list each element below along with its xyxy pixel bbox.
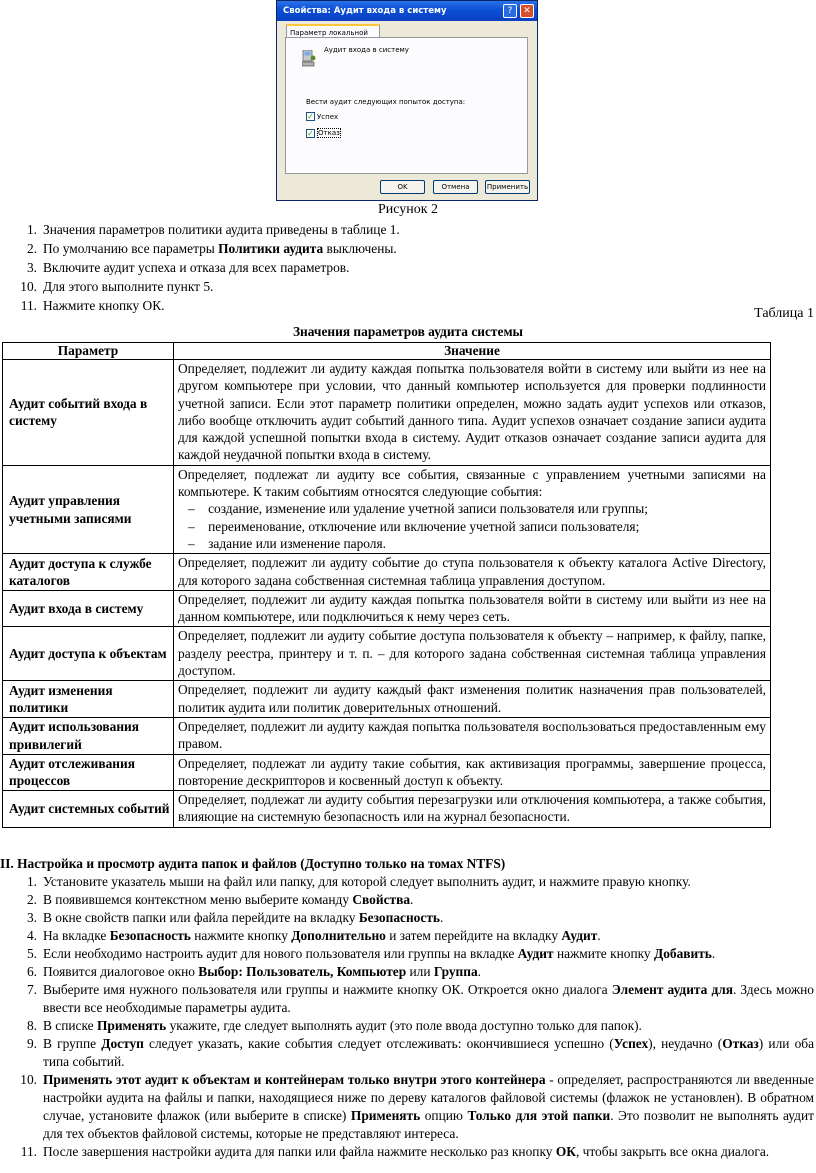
parameter-cell: Аудит доступа к объектам [3, 627, 174, 681]
apply-button[interactable]: Применить [485, 180, 530, 194]
value-list-item [178, 518, 766, 535]
list-item [0, 909, 814, 927]
list-text: Появится диалоговое окно [43, 964, 199, 979]
list-number: 3. [26, 910, 37, 925]
list-text: . [410, 892, 414, 907]
table-row [3, 465, 771, 553]
table-row [3, 791, 771, 828]
list-text: Безопасность [109, 928, 191, 943]
header-parameter: Параметр [3, 343, 174, 360]
value-text: Определяет, подлежит ли аудиту каждый факт изменения политик назначения прав пользователей, политик аудита или политик доверительных отношений. [178, 682, 766, 715]
list-item [0, 873, 814, 891]
steps-list-2 [0, 873, 814, 1161]
close-icon[interactable]: ✕ [520, 4, 534, 18]
list-text: Отказ [722, 1036, 759, 1051]
list-text: выключены. [323, 241, 397, 256]
list-text: Только для этой папки [467, 1108, 611, 1123]
list-number: 11. [20, 298, 37, 313]
list-text: Выберите имя нужного пользователя или группы и нажмите кнопку ОК. Откроется окно диалога [43, 982, 612, 997]
value-cell [174, 627, 771, 681]
audit-prompt: Вести аудит следующих попыток доступа: [306, 98, 466, 106]
parameter-cell: Аудит системных событий [3, 791, 174, 828]
list-item [0, 277, 400, 296]
checkbox-success-row[interactable] [306, 112, 338, 121]
list-text: укажите, где следует выполнять аудит (это поле ввода доступно только для папок). [166, 1018, 642, 1033]
checkbox-failure-row[interactable] [306, 128, 341, 138]
checkbox-failure[interactable]: ✓ [307, 128, 314, 138]
list-text: Включите аудит успеха и отказа для всех параметров. [43, 260, 350, 275]
table-row [3, 590, 771, 627]
list-item [0, 1035, 814, 1071]
section-title: II. Настройка и просмотр аудита папок и файлов (Доступно только на томах NTFS) [0, 856, 506, 871]
ok-button[interactable]: OK [380, 180, 425, 194]
list-number: 1. [26, 874, 37, 889]
value-text: Определяет, подлежит ли аудиту каждая попытка пользователя войти в систему или выйти из нее на другом компьютере при условии, что данный компьютер используется для проверки подлинности учетной записи. Если этот параметр политики определен, можно задать аудит успехов или отказов, либо вообще отключить аудит событий данного типа. Аудит успехов означает создание записи аудита для каждой успешной попытки входа в систему. Аудит отказов означает создание записи аудита для каждой неудачной попытки входа в систему. [178, 361, 766, 463]
policy-name: Аудит входа в систему [324, 46, 409, 54]
value-text: Определяет, подлежат ли аудиту такие события, как активизация программы, завершение процесса, повторение дескрипторов и косвенный доступ к объекту. [178, 755, 766, 788]
list-item [0, 1071, 814, 1143]
list-item [0, 945, 814, 963]
list-text: В появившемся контекстном меню выберите команду [43, 892, 353, 907]
list-text: После завершения настройки аудита для папки или файла нажмите несколько раз кнопку [43, 1144, 556, 1159]
list-text: Свойства [352, 892, 411, 907]
header-value: Значение [174, 343, 771, 360]
list-number: 2. [26, 241, 37, 256]
value-list-text: задание или изменение пароля. [208, 535, 386, 551]
value-text: Определяет, подлежит ли аудиту событие доступа пользователя к объекту – например, к файлу, папке, разделу реестра, принтеру и т. п. – для которого задана собственная системная таблица управления доступом. [178, 628, 766, 679]
list-text: Аудит [561, 928, 598, 943]
list-number: 4. [26, 928, 37, 943]
list-item [0, 1143, 814, 1161]
computer-policy-icon [302, 50, 316, 68]
list-text: Значения параметров политики аудита приведены в таблице 1. [43, 222, 400, 237]
list-item [0, 1017, 814, 1035]
list-text: Установите указатель мыши на файл или папку, для которой следует выполнить аудит, и нажмите правую кнопку. [43, 874, 691, 889]
table-header-row [3, 343, 771, 360]
parameter-cell: Аудит использования привилегий [3, 717, 174, 754]
list-text: опцию [420, 1108, 468, 1123]
figure-caption: Рисунок 2 [377, 202, 439, 217]
value-list-text: создание, изменение или удаление учетной записи пользователя или группы; [208, 501, 648, 517]
parameter-cell: Аудит управления учетными записями [3, 465, 174, 553]
list-item [0, 296, 400, 315]
list-number: 9. [26, 1036, 37, 1051]
value-cell [174, 754, 771, 791]
list-text: - определяет, распространяются ли введенные настройки аудита на файлы и папки, находящиеся ниже по дереву каталогов файловой системы (флажок не установлен). В обратном случае, установите флажок (или выберите в списке) [43, 1072, 814, 1123]
list-item [0, 981, 814, 1017]
list-text: . Это позволит не выполнять аудит для тех объектов файловой системы, которые не представляют интереса. [43, 1108, 814, 1141]
checkbox-success[interactable]: ✓ [307, 112, 314, 121]
list-text: Группа [433, 964, 478, 979]
list-text: Выбор: Пользователь, Компьютер [198, 964, 407, 979]
help-icon[interactable]: ? [503, 4, 517, 18]
list-text: . [439, 910, 444, 925]
properties-dialog [276, 0, 538, 201]
dash-bullet: – [188, 535, 209, 551]
value-text: Определяет, подлежит ли аудиту каждая попытка пользователя воспользоваться предоставленным ему правом. [178, 718, 766, 752]
list-text: Политики аудита [218, 241, 324, 256]
list-text: В списке [43, 1018, 97, 1033]
list-text: следует указать, какие события следует отслеживать: окончившиеся успешно ( [143, 1036, 614, 1051]
value-cell [174, 791, 771, 828]
list-text: нажмите кнопку [553, 946, 654, 961]
list-text: . [477, 964, 482, 979]
value-list-item [178, 535, 766, 552]
parameter-cell: Аудит изменения политики [3, 681, 174, 718]
value-text: Определяет, подлежат ли аудиту все события, связанные с управлением учетными записями на компьютере. К таким событиям относятся следующие события: [178, 466, 766, 500]
list-number: 1. [26, 222, 37, 237]
list-text: ), неудачно ( [648, 1036, 723, 1051]
table-row [3, 681, 771, 718]
list-item [0, 891, 814, 909]
list-text: На вкладке [43, 928, 110, 943]
list-number: 5. [26, 946, 37, 961]
list-item [0, 258, 400, 277]
list-text: . [711, 946, 716, 961]
list-item [0, 963, 814, 981]
list-text: Аудит [517, 946, 554, 961]
list-text: Применять [350, 1108, 421, 1123]
table-title: Значения параметров аудита системы [292, 324, 524, 339]
list-text: Элемент аудита для [611, 982, 733, 997]
value-cell [174, 465, 771, 553]
list-text: Успех [613, 1036, 649, 1051]
list-number: 3. [26, 260, 37, 275]
dialog-panel [285, 37, 528, 174]
parameter-cell: Аудит отслеживания процессов [3, 754, 174, 791]
value-cell [174, 590, 771, 627]
table-row [3, 360, 771, 466]
value-list-item [178, 500, 766, 517]
list-text: ОК [555, 1144, 576, 1159]
list-text: В группе [43, 1036, 102, 1051]
parameter-cell: Аудит доступа к службе каталогов [3, 554, 174, 591]
parameter-cell: Аудит событий входа в систему [3, 360, 174, 466]
list-text: Безопасность [358, 910, 440, 925]
list-number: 10. [20, 279, 37, 294]
value-list-text: переименование, отключение или включение учетной записи пользователя; [208, 518, 640, 534]
list-text: В окне свойств папки или файла перейдите на вкладку [43, 910, 359, 925]
steps-list-1 [0, 220, 400, 315]
table-row [3, 627, 771, 681]
list-item [0, 927, 814, 945]
list-number: 11. [20, 1144, 37, 1159]
list-item [0, 239, 400, 258]
value-text: Определяет, подлежат ли аудиту события перезагрузки или отключения компьютера, а также события, влияющие на системную безопасность или на журнал безопасности. [178, 792, 766, 825]
table-row [3, 754, 771, 791]
list-text: нажмите кнопку [190, 928, 292, 943]
value-text: Определяет, подлежит ли аудиту каждая попытка пользователя войти в систему или выйти из нее на данном компьютере, или подключиться к нему через сеть. [178, 591, 766, 625]
checkbox-failure-label: Отказ [318, 129, 340, 137]
table-number: Таблица 1 [754, 306, 814, 321]
tab-local-security-setting[interactable]: Параметр локальной [286, 24, 380, 38]
table-row [3, 717, 771, 754]
list-text: или [406, 964, 434, 979]
list-number: 7. [26, 982, 37, 997]
dialog-title: Свойства: Аудит входа в систему [277, 1, 537, 21]
value-cell [174, 360, 771, 466]
list-number: 2. [26, 892, 37, 907]
dash-bullet: – [188, 518, 209, 534]
list-number: 8. [26, 1018, 37, 1033]
list-text: и затем перейдите на вкладку [385, 928, 562, 943]
list-text: ) или оба типа событий. [43, 1036, 815, 1069]
list-item [0, 220, 400, 239]
value-text: Определяет, подлежит ли аудиту событие до ступа пользователя к объекту каталога Active Directory, для которого задана собственная системная таблица управления доступом. [178, 555, 766, 588]
cancel-button[interactable]: Отмена [433, 180, 478, 194]
list-text: Применять [96, 1018, 167, 1033]
list-text: , чтобы закрыть все окна диалога. [575, 1144, 770, 1159]
list-text: Нажмите кнопку ОК. [43, 298, 165, 313]
list-number: 10. [20, 1072, 37, 1087]
list-text: Доступ [101, 1036, 144, 1051]
list-text: По умолчанию все параметры [43, 241, 219, 256]
value-cell [174, 717, 771, 754]
list-text: . Здесь можно ввести все необходимые параметры аудита. [43, 982, 814, 1015]
table-row [3, 554, 771, 591]
list-text: Для этого выполните пункт 5. [43, 279, 214, 294]
list-number: 6. [26, 964, 37, 979]
value-cell [174, 554, 771, 591]
checkbox-success-label: Успех [317, 112, 339, 121]
list-text: Дополнительно [291, 928, 386, 943]
audit-parameters-table [2, 342, 771, 828]
list-text: Применять этот аудит к объектам и контейнерам только внутри этого контейнера [43, 1072, 546, 1087]
parameter-cell: Аудит входа в систему [3, 590, 174, 627]
list-text: . [597, 928, 601, 943]
dash-bullet: – [188, 501, 209, 517]
list-text: Если необходимо настроить аудит для нового пользователя или группы на вкладке [43, 946, 518, 961]
value-cell [174, 681, 771, 718]
list-text: Добавить [653, 946, 712, 961]
